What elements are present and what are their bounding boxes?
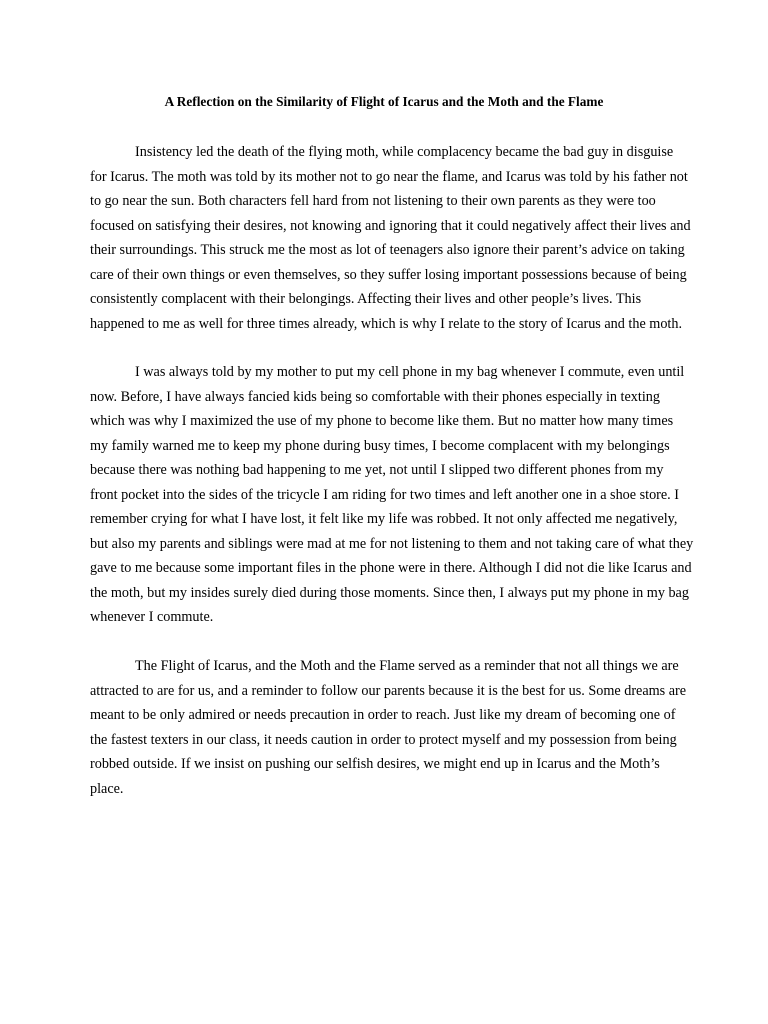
text-line: the fastest texters in our class, it needs caution in order to protect myself and my possession from being [90,731,677,748]
text-line: I was always told by my mother to put my cell phone in my bag whenever I commute, even until [135,364,685,380]
text-line: gave to me because some important files in the phone were in there. Although I did not die like Icarus and [90,560,692,576]
text-line: but also my parents and siblings were mad at me for not listening to them and not taking care of what they [90,535,694,552]
text-line: care of their own things or even themselves, so they suffer losing important possessions because of being [90,266,687,283]
text-line: for Icarus. The moth was told by its mother not to go near the flame, and Icarus was told by his father not [90,168,688,185]
text-line: robbed outside. If we insist on pushing our selfish desires, we might end up in Icarus and the Moth’s [90,756,660,772]
text-line: remember crying for what I have lost, it felt like my life was robbed. It not only affected me negatively, [90,511,678,527]
text-line: which was why I maximized the use of my phone to become like them. But no matter how many times [90,413,674,429]
text-line: The Flight of Icarus, and the Moth and the Flame served as a reminder that not all things we are [135,658,679,674]
text-line: meant to be only admired or needs precaution in order to reach. Just like my dream of becoming one of [90,707,676,723]
text-line: my family warned me to keep my phone during busy times, I become complacent with my belongings [90,437,670,454]
document-title: A Reflection on the Similarity of Flight of Icarus and the Moth and the Flame [164,94,604,109]
text-line: their surroundings. This struck me the most as lot of teenagers also ignore their parent’s advice on taking [90,242,685,258]
text-line: place. [90,780,124,797]
text-line: attracted to are for us, and a reminder to follow our parents because it is the best for us. Some dreams are [90,682,687,699]
text-line: because there was nothing bad happening to me yet, not until I slipped two different phones from my [90,462,664,478]
text-line: front pocket into the sides of the tricycle I am riding for two times and left another one in a shoe store. I [90,486,680,503]
text-line: to go near the sun. Both characters fell hard from not listening to their own parents as they were too [90,193,656,209]
text-line: consistently complacent with their belongings. Affecting their lives and other people’s lives. This [90,291,642,307]
text-line: now. Before, I have always fancied kids being so comfortable with their phones especially in texting [90,388,660,405]
text-line: whenever I commute. [90,609,214,625]
text-line: Insistency led the death of the flying moth, while complacency became the bad guy in disguise [135,144,674,160]
text-line: the moth, but my insides surely died during those moments. Since then, I always put my phone in my bag [90,584,689,601]
text-line: focused on satisfying their desires, not knowing and ignoring that it could negatively affect their lives and [90,217,691,234]
text-line: happened to me as well for three times already, which is why I relate to the story of Icarus and the moth. [90,315,683,332]
